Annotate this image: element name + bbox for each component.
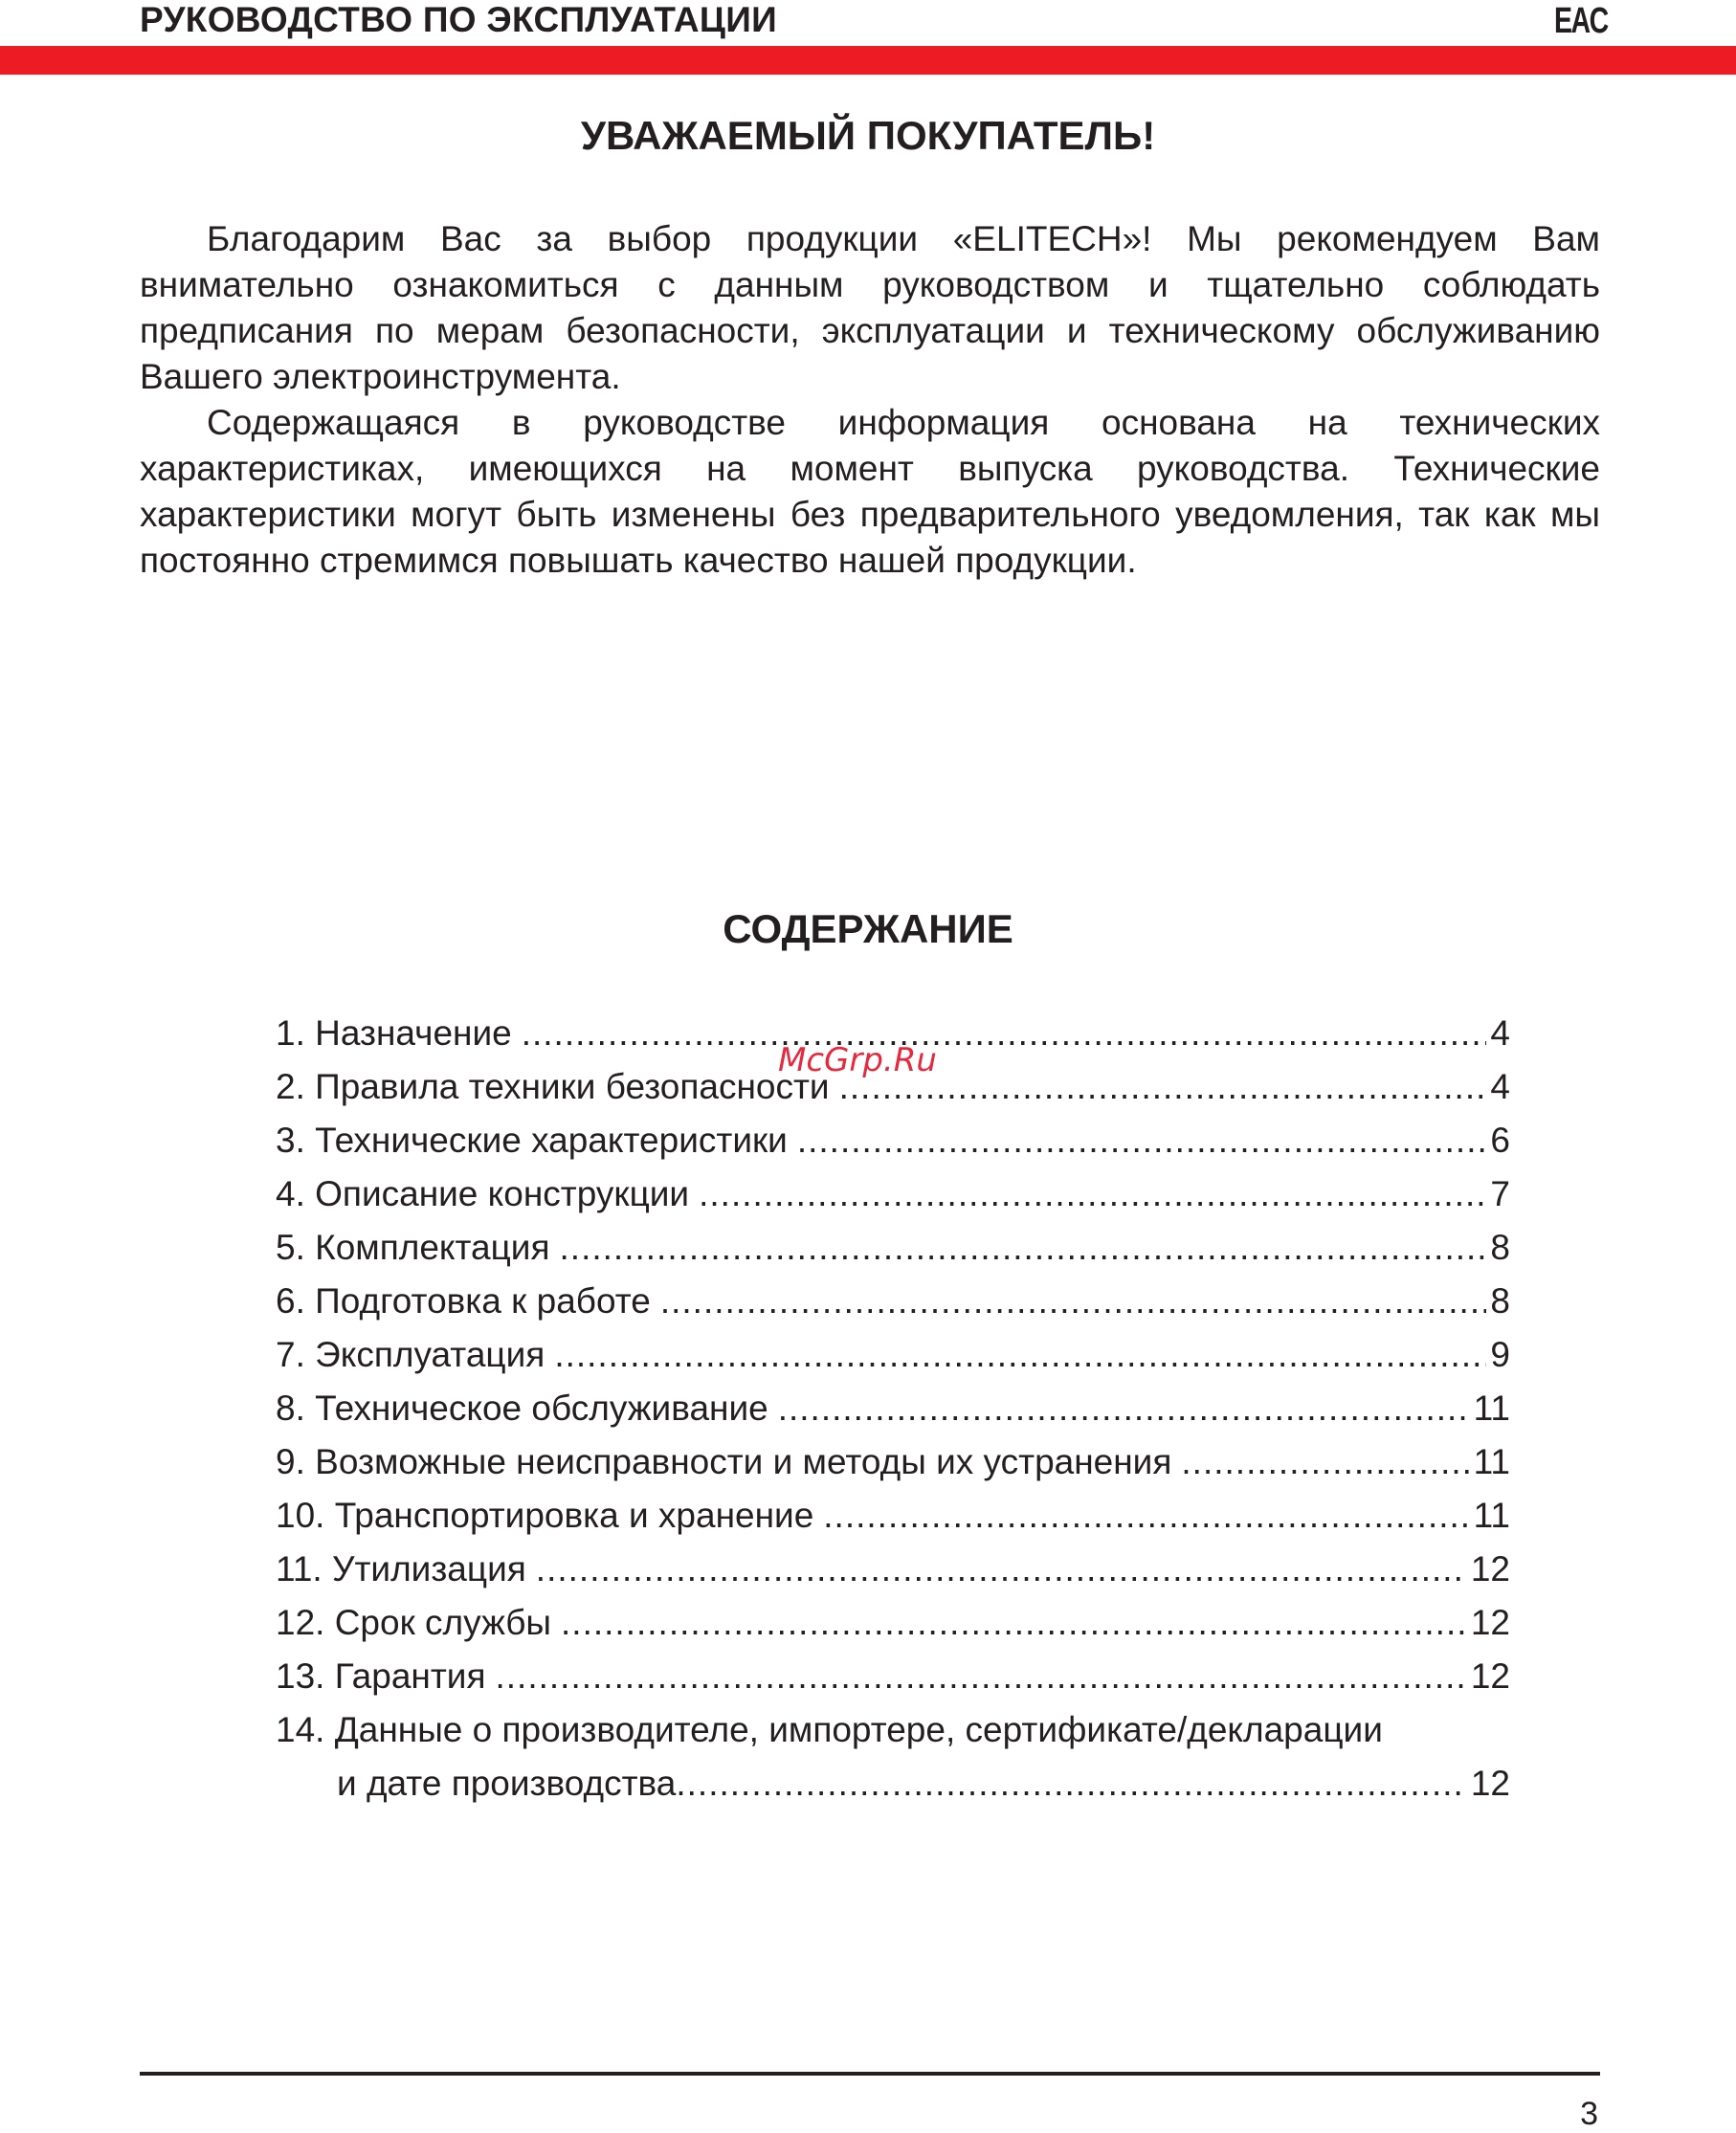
- toc-item-label: 2. Правила техники безопасности: [276, 1067, 830, 1106]
- toc-item-label: 6. Подготовка к работе: [276, 1281, 651, 1321]
- toc-item-label: 1. Назначение: [276, 1013, 512, 1053]
- toc-item-page: 12: [1470, 1603, 1510, 1642]
- toc-item: [276, 1489, 1510, 1543]
- intro-paragraph-1: Благодарим Вас за выбор продукции «ELITECH»! Мы рекомендуем Вам внимательно ознакомиться с данным руководством и тщательно соблюдать предписания по мерам безопасности, эксплуатации и техническому обслуживанию Вашего электроинструмента.: [140, 219, 1600, 396]
- toc-item-page: 11: [1473, 1442, 1510, 1481]
- toc-leader-dots: [823, 1489, 1469, 1543]
- toc-heading: СОДЕРЖАНИЕ: [723, 906, 1013, 951]
- toc-item: [276, 1382, 1510, 1435]
- toc-item-continuation: [276, 1757, 1510, 1811]
- toc-item-label: 10. Транспортировка и хранение: [276, 1496, 814, 1535]
- toc-leader-dots: [699, 1167, 1486, 1221]
- header-red-bar: [0, 46, 1736, 75]
- greeting-heading: УВАЖАЕМЫЙ ПОКУПАТЕЛЬ!: [580, 113, 1156, 158]
- toc-leader-dots: [536, 1543, 1467, 1596]
- toc-leader-dots: [778, 1382, 1470, 1435]
- toc-item-page: 12: [1470, 1656, 1510, 1696]
- toc-item: [276, 1328, 1510, 1382]
- toc-item-label: 14. Данные о производителе, импортере, сертификате/декларации: [276, 1710, 1383, 1749]
- toc-item-label: 3. Технические характеристики: [276, 1121, 788, 1160]
- toc-leader-dots: [676, 1757, 1466, 1811]
- page-number: 3: [1580, 2096, 1598, 2132]
- toc-item-page: 8: [1490, 1228, 1510, 1267]
- toc-item: [276, 1167, 1510, 1221]
- footer-divider: [140, 2072, 1600, 2076]
- toc-item-label: 13. Гарантия: [276, 1656, 486, 1696]
- header-title: РУКОВОДСТВО ПО ЭКСПЛУАТАЦИИ: [140, 0, 778, 39]
- toc-item-page: 11: [1473, 1496, 1510, 1535]
- toc-item-label: 12. Срок службы: [276, 1603, 552, 1642]
- toc-item-label-cont: и дате производства: [337, 1764, 677, 1803]
- toc-item-label: 9. Возможные неисправности и методы их устранения: [276, 1442, 1172, 1481]
- intro-text: [140, 216, 1600, 584]
- toc-item-label: 7. Эксплуатация: [276, 1335, 545, 1374]
- toc-item-label: 4. Описание конструкции: [276, 1174, 690, 1213]
- intro-paragraph-2: Содержащаяся в руководстве информация основана на технических характеристиках, имеющихся на момент выпуска руководства. Технические характеристики могут быть изменены без предварительного уведомления, так как мы постоянно стремимся повышать качество нашей продукции.: [140, 403, 1600, 580]
- toc-leader-dots: [561, 1596, 1467, 1650]
- toc-item-page: 11: [1473, 1389, 1510, 1428]
- toc-item: [276, 1650, 1510, 1703]
- toc-leader-dots: [522, 1007, 1487, 1060]
- toc-leader-dots: [496, 1650, 1467, 1703]
- toc-item: [276, 1596, 1510, 1650]
- toc-item: [276, 1221, 1510, 1275]
- eac-logo: EAC: [1554, 1, 1608, 41]
- toc-item-page: 8: [1490, 1281, 1510, 1321]
- toc-item: [276, 1114, 1510, 1167]
- toc-item-page: 12: [1470, 1764, 1510, 1803]
- toc-item-label: 5. Комплектация: [276, 1228, 550, 1267]
- toc-item-page: 12: [1470, 1549, 1510, 1589]
- toc-item: [276, 1543, 1510, 1596]
- toc-item-label: 11. Утилизация: [276, 1549, 526, 1589]
- toc-item-label: 8. Техническое обслуживание: [276, 1389, 768, 1428]
- toc-leader-dots: [797, 1114, 1487, 1167]
- toc-item: [276, 1703, 1510, 1757]
- toc-leader-dots: [660, 1275, 1487, 1328]
- toc-item-page: 4: [1490, 1067, 1510, 1106]
- toc-item-page: 4: [1490, 1013, 1510, 1053]
- watermark: McGrp.Ru: [778, 1041, 937, 1079]
- toc-item-page: 7: [1490, 1174, 1510, 1213]
- toc-leader-dots: [1181, 1435, 1469, 1489]
- toc-item-page: 9: [1490, 1335, 1510, 1374]
- toc-item: [276, 1275, 1510, 1328]
- toc-item: [276, 1435, 1510, 1489]
- toc-item-page: 6: [1490, 1121, 1510, 1160]
- toc-leader-dots: [560, 1221, 1487, 1275]
- toc-leader-dots: [554, 1328, 1486, 1382]
- table-of-contents: [276, 1007, 1510, 1811]
